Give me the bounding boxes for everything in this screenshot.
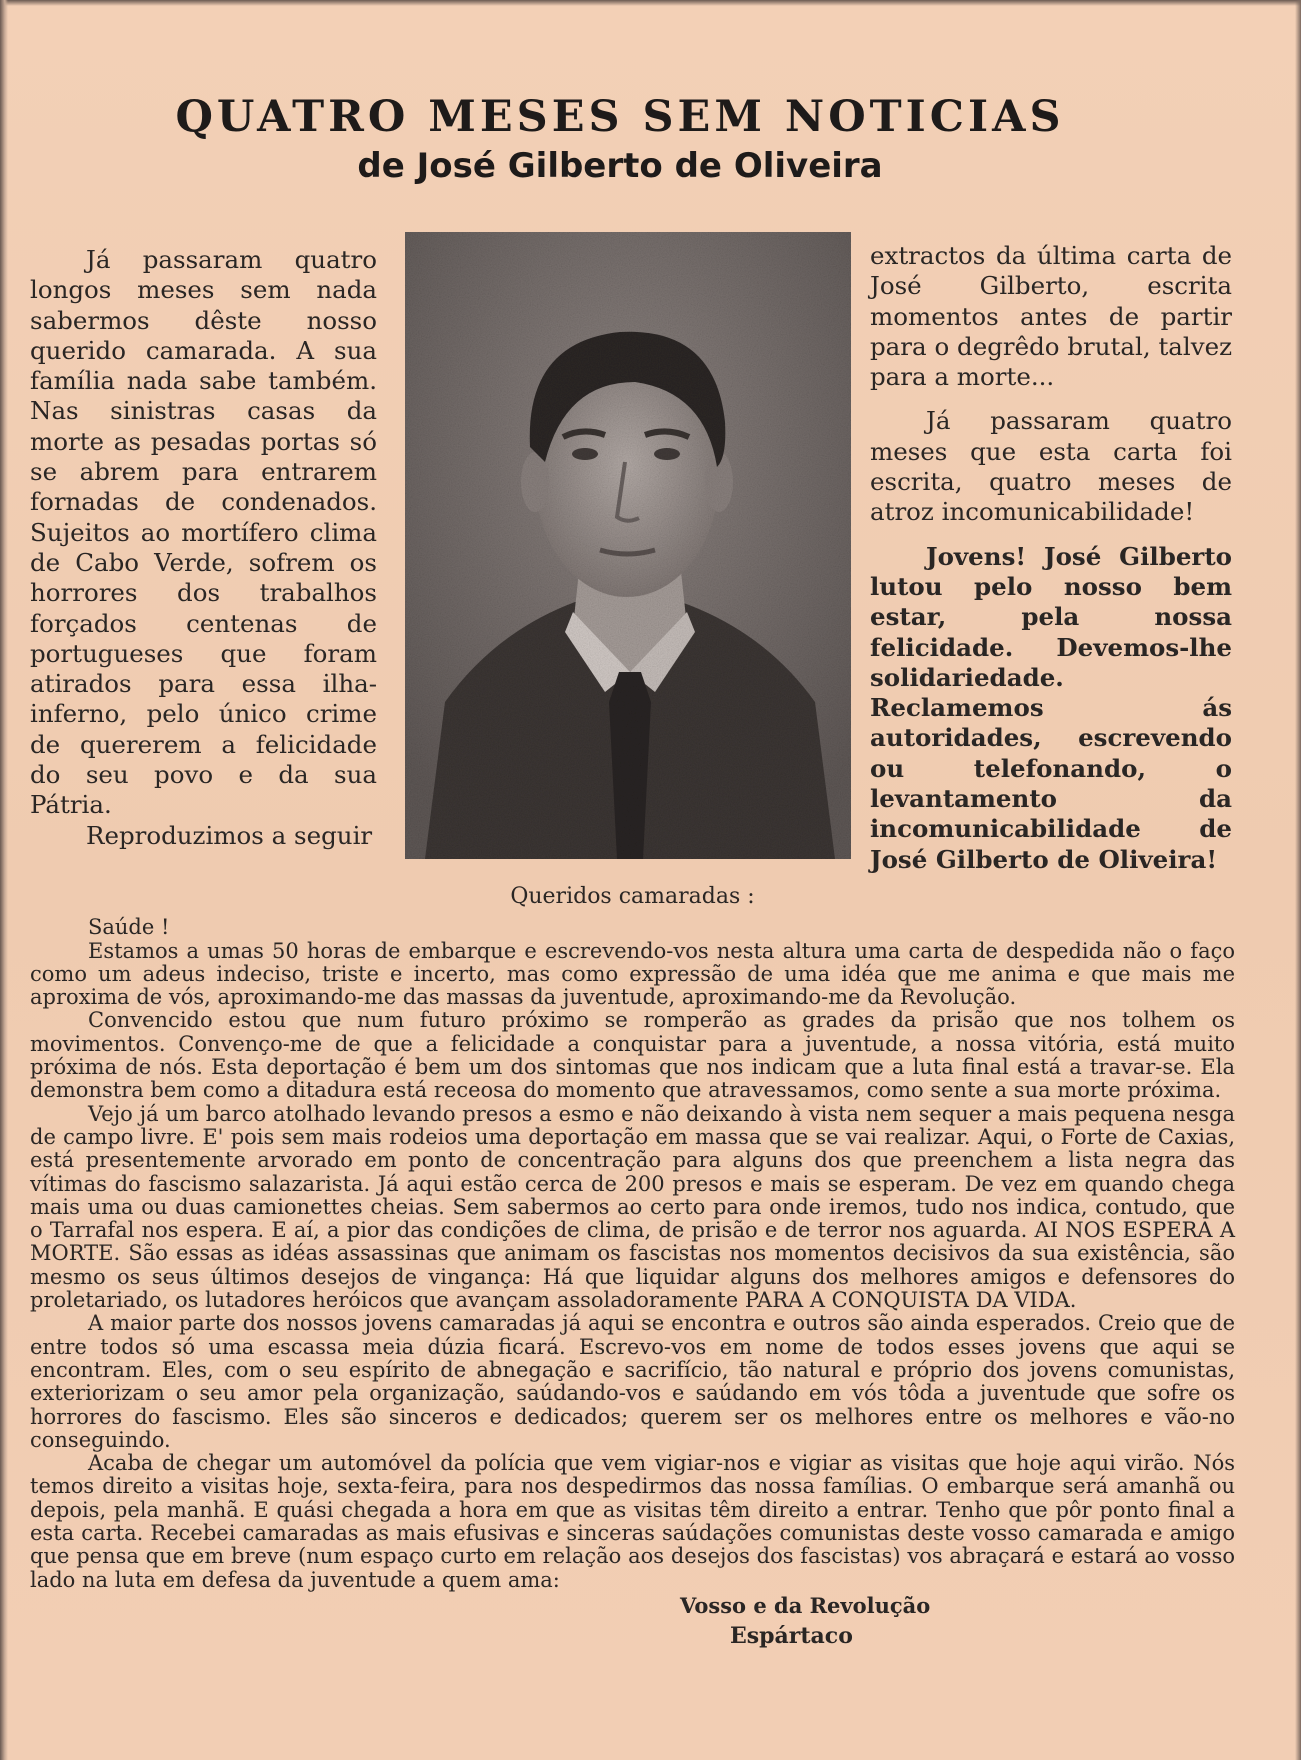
left-column <box>30 245 377 851</box>
letter-title: Queridos camaradas : <box>510 884 755 909</box>
right-column <box>870 241 1232 875</box>
letter-paragraph: Vejo já um barco atolhado levando presos a esmo e não deixando à vista nem sequer a mais pequena nesga de campo livre. E' pois sem mais rodeios uma deportação em massa que se vai realizar. Aqui, o Forte de Caxias, está presentemente arvorado em ponto de concentração para alguns dos que preenchem a lista negra das vítimas do fascismo salazarista. Já aqui estão cerca de 200 presos e mais se esperam. De vez em quando chega mais uma ou duas camionettes cheias. Sem sabermos ao certo para onde iremos, tudo nos indica, contudo, que o Tarrafal nos espera. E aí, a pior das condições de clima, de prisão e de terror nos aguarda. AI NOS ESPERA A MORTE. São essas as idéas assassinas que animam os fascistas nos momentos decisivos da sua existência, são mesmo os seus últimos desejos de vingança: Há que liquidar alguns dos melhores amigos e defensores do proletariado, os lutadores heróicos que avançam assoladoramente PARA A CONQUISTA DA VIDA. <box>30 1101 1235 1313</box>
page-edge-right <box>1295 0 1301 1760</box>
letter <box>30 885 1235 1649</box>
subheadline: de José Gilberto de Oliveira <box>357 146 883 186</box>
portrait-illustration <box>405 232 851 859</box>
letter-paragraph: Acaba de chegar um automóvel da polícia que vem vigiar-nos e vigiar as visitas que hoje aqui virão. Nós temos direito a visitas hoje, sexta-feira, para nos despedirmos das nossa famílias. O embarque será amanhã ou depois, pela manhã. E quási chegada a hora em que as visitas têm direito a entrar. Tenho que pôr ponto final a esta carta. Recebei camaradas as mais efusivas e sinceras saúdações comunistas deste vosso camarada e amigo que pensa que em breve (num espaço curto em relação aos desejos dos fascistas) vos abraçará e estará ao vosso lado na luta em defesa da juventude a quem ama: <box>30 1451 1235 1592</box>
letter-paragraph: A maior parte dos nossos jovens camaradas já aqui se encontra e outros são ainda esperados. Creio que de entre todos só uma escassa meia dúzia ficará. Escrevo-vos em nome de todos esses jovens que aqui se encontram. Eles, com o seu espírito de abnegação e sacrifício, tão natural e próprio dos jovens comunistas, exteriorizam o seu amor pela organização, saúdando-vos e saúdando em vós tôda a juventude que sofre os horrores do fascismo. Eles são sinceros e dedicados; querem ser os melhores entre os melhores e vão-no conseguindo. <box>30 1311 1235 1452</box>
letter-paragraph: Convencido estou que num futuro próximo se romperão as grades da prisão que nos tolhem os movimentos. Convenço-me de que a felicidade a conquistar para a juventude, a nossa vitória, está muito próxima de nós. Esta deportação é bem um dos sintomas que nos indicam que a luta final está a travar-se. Ela demonstra bem como a ditadura está receosa do momento que atravessamos, como sente a sua morte próxima. <box>30 1008 1235 1103</box>
letter-paragraph: Estamos a umas 50 horas de embarque e escrevendo-vos nesta altura uma carta de despedida não o faço como um adeus indeciso, triste e incerto, mas como expressão de uma idéa que me anima e que mais me aproxima de vós, aproximando-me das massas da juventude, aproximando-me da Revolução. <box>30 938 1235 1010</box>
letter-salutation: Saúde ! <box>88 915 170 940</box>
portrait-photo <box>405 232 851 859</box>
letter-signature: Espártaco <box>730 1623 853 1650</box>
right-column-paragraph: Já passaram quatro meses que esta carta foi escrita, quatro meses de atroz incomunicabilidade! <box>870 406 1232 527</box>
headline: QUATRO MESES SEM NOTICIAS <box>175 92 1065 142</box>
page-edge-top <box>0 0 1301 6</box>
left-column-paragraph: Já passaram quatro longos meses sem nada sabermos dêste nosso querido camarada. A sua família nada sabe também. Nas sinistras casas da morte as pesadas portas só se abrem para entrarem fornadas de condenados. Sujeitos ao mortífero clima de Cabo Verde, sofrem os horrores dos trabalhos forçados centenas de portugueses que foram atirados para essa ilha-inferno, pelo único crime de quererem a felicidade do seu povo e da sua Pátria. <box>30 245 377 820</box>
left-column-paragraph: Reproduzimos a seguir <box>86 820 373 850</box>
right-column-paragraph: extractos da última carta de José Gilberto, escrita momentos antes de partir para o degrêdo brutal, talvez para a morte... <box>870 241 1232 392</box>
letter-closing: Vosso e da Revolução <box>680 1592 931 1618</box>
page-edge-left <box>0 0 8 1760</box>
right-column-appeal: Jovens! José Gilberto lutou pelo nosso bem estar, pela nossa felicidade. Devemos-lhe solidariedade. Reclamemos ás autoridades, escrevendo ou telefonando, o levantamento da incomunicabilidade de José Gilberto de Oliveira! <box>870 541 1232 874</box>
